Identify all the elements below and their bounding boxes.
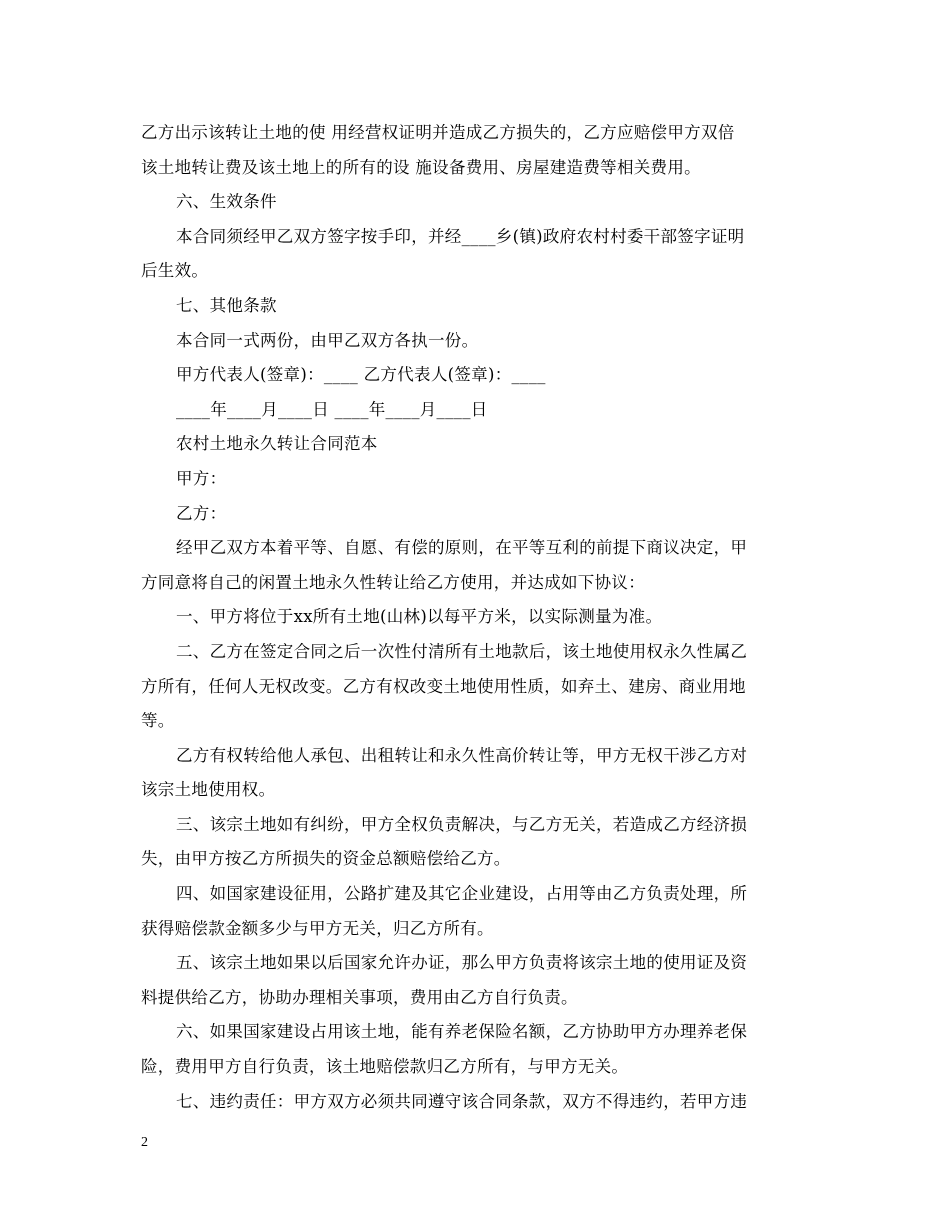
section-heading: 六、生效条件 bbox=[176, 192, 277, 212]
text-line: 本合同须经甲乙双方签字按手印，并经____乡(镇)政府农村村委干部签字证明 bbox=[176, 226, 745, 246]
clause-line: 一、甲方将位于xx所有土地(山林)以每平方米，以实际测量为准。 bbox=[176, 607, 663, 627]
date-line: ____年____月____日 ____年____月____日 bbox=[176, 399, 488, 419]
text-line: 方所有，任何人无权改变。乙方有权改变土地使用性质，如弃土、建房、商业用地 bbox=[141, 676, 746, 696]
clause-line: 四、如国家建设征用，公路扩建及其它企业建设，占用等由乙方负责处理，所 bbox=[176, 884, 748, 904]
text-line: 后生效。 bbox=[141, 261, 209, 281]
text-line: 料提供给乙方，协助办理相关事项，费用由乙方自行负责。 bbox=[141, 987, 578, 1007]
text-line: 等。 bbox=[141, 711, 175, 731]
section-heading: 七、其他条款 bbox=[176, 295, 277, 315]
document-body bbox=[141, 116, 811, 1119]
clause-line: 五、该宗土地如果以后国家允许办证，那么甲方负责将该宗土地的使用证及资 bbox=[176, 953, 748, 973]
clause-line: 三、该宗土地如有纠纷，甲方全权负责解决，与乙方无关，若造成乙方经济损 bbox=[176, 814, 748, 834]
text-line: 该宗土地使用权。 bbox=[141, 780, 276, 800]
clause-line: 二、乙方在签定合同之后一次性付清所有土地款后，该土地使用权永久性属乙 bbox=[176, 641, 748, 661]
text-line: 本合同一式两份，由甲乙双方各执一份。 bbox=[176, 330, 479, 350]
party-a-label: 甲方： bbox=[176, 468, 227, 488]
text-line: 乙方有权转给他人承包、出租转让和永久性高价转让等，甲方无权干涉乙方对 bbox=[176, 745, 748, 765]
clause-line: 七、违约责任：甲方双方必须共同遵守该合同条款，双方不得违约，若甲方违 bbox=[176, 1091, 748, 1111]
document-title: 农村土地永久转让合同范本 bbox=[176, 434, 378, 454]
signature-line: 甲方代表人(签章)：____ 乙方代表人(签章)：____ bbox=[176, 365, 546, 385]
text-line: 乙方出示该转让土地的使 用经营权证明并造成乙方损失的，乙方应赔偿甲方双倍 bbox=[141, 123, 735, 142]
text-line: 方同意将自己的闲置土地永久性转让给乙方使用，并达成如下协议： bbox=[141, 572, 645, 592]
text-line: 获得赔偿款金额多少与甲方无关，归乙方所有。 bbox=[141, 918, 494, 938]
text-line: 经甲乙双方本着平等、自愿、有偿的原则，在平等互利的前提下商议决定，甲 bbox=[176, 538, 748, 558]
text-line: 失，由甲方按乙方所损失的资金总额赔偿给乙方。 bbox=[141, 849, 511, 869]
clause-line: 六、如果国家建设占用该土地，能有养老保险名额，乙方协助甲方办理养老保 bbox=[176, 1022, 748, 1042]
text-line: 该土地转让费及该土地上的所有的设 施设备费用、房屋建造费等相关费用。 bbox=[141, 157, 701, 177]
text-line: 险，费用甲方自行负责，该土地赔偿款归乙方所有，与甲方无关。 bbox=[141, 1057, 629, 1077]
party-b-label: 乙方： bbox=[176, 503, 227, 523]
page-number: 2 bbox=[141, 1135, 148, 1150]
